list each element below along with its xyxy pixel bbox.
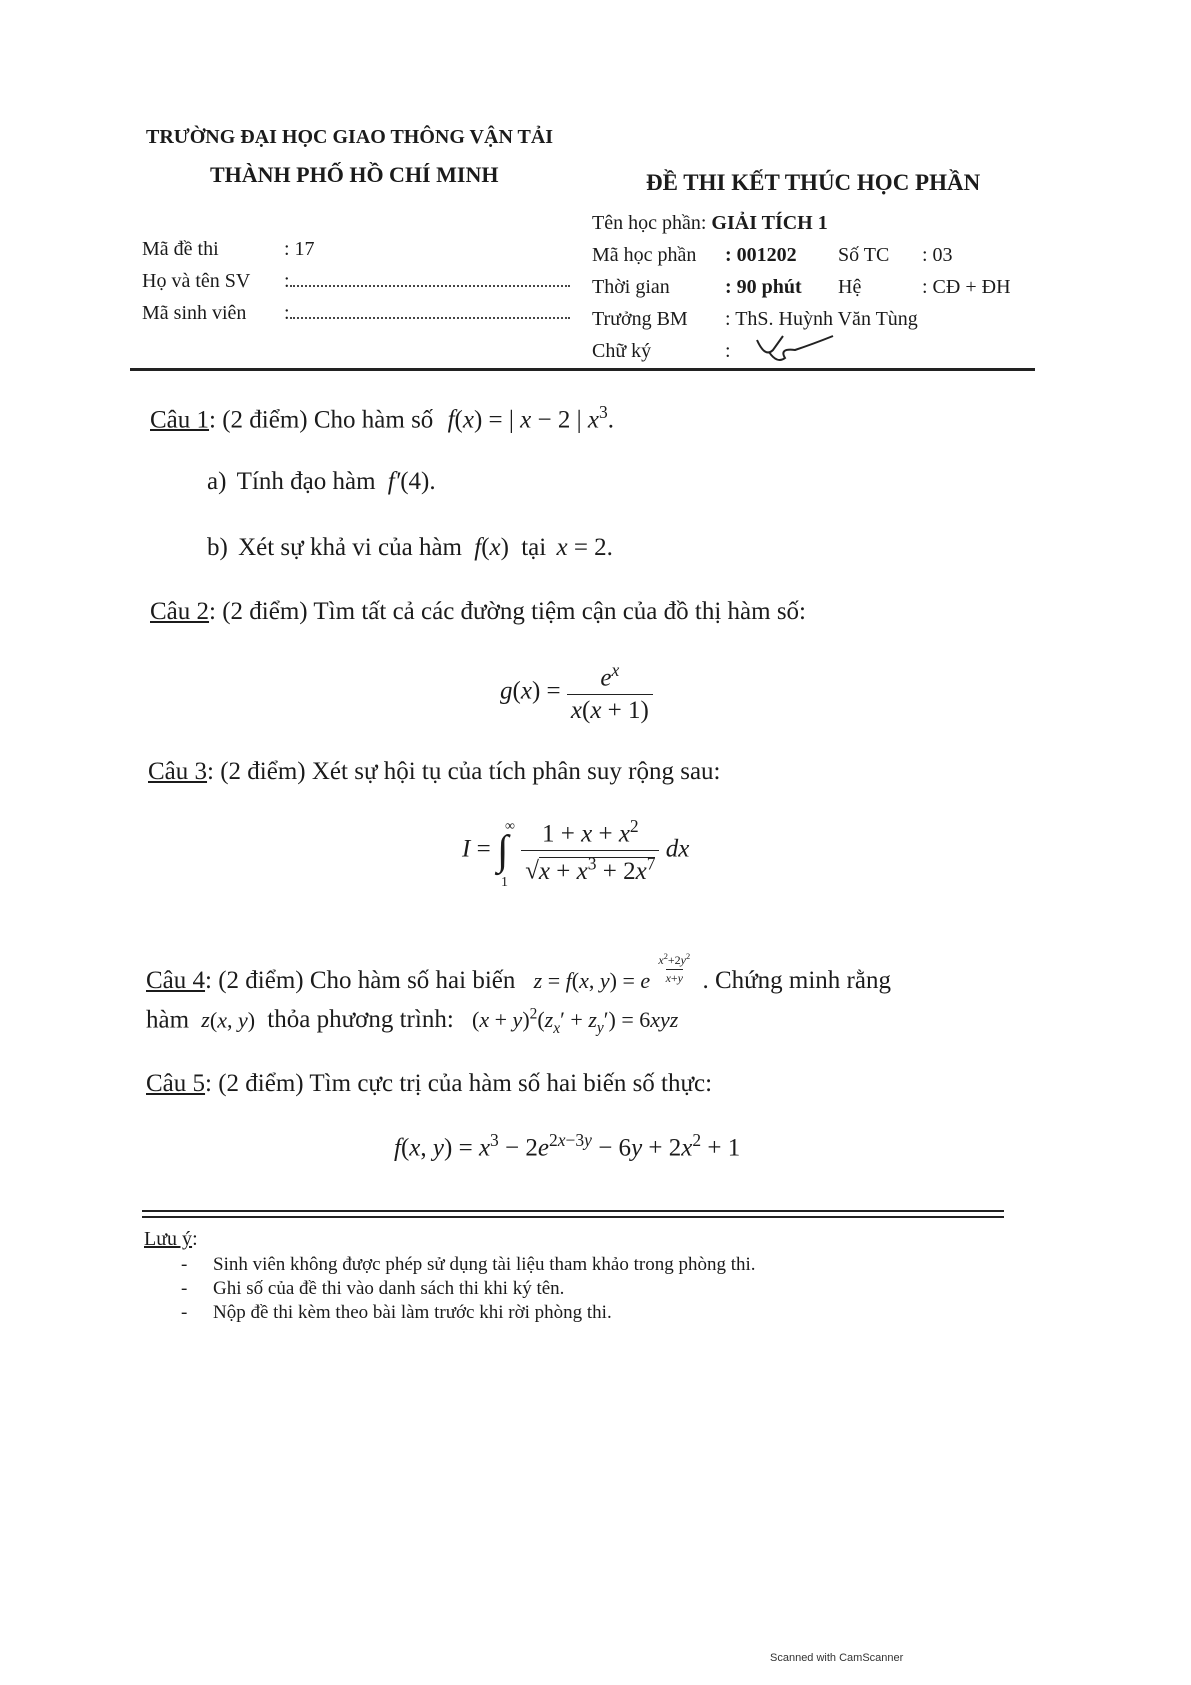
question-1: Câu 1: (2 điểm) Cho hàm số f(x) = | x − 2 | $x^3$. xyxy=(150,402,614,434)
question-2-formula: g(x) = $\frac{e^x}{x(x + 1)}$ xyxy=(500,660,653,725)
note-item: - Nộp đề thi kèm theo bài làm trước khi rời phòng thi. xyxy=(181,1302,612,1323)
system-label: Hệ xyxy=(838,276,862,298)
signature-colon: : xyxy=(725,340,731,362)
question-1b: b) Xét sự khả vi của hàm f(x) tại x = 2. xyxy=(207,534,613,561)
question-5: Câu 5: (2 điểm) Tìm cực trị của hàm số hai biến số thực: xyxy=(146,1070,713,1097)
notes-divider-bottom xyxy=(142,1216,1004,1218)
header-divider xyxy=(130,368,1035,371)
department-head-value: : ThS. Huỳnh Văn Tùng xyxy=(725,308,918,330)
school-name-line1: TRƯỜNG ĐẠI HỌC GIAO THÔNG VẬN TẢI xyxy=(146,126,554,148)
exam-title: ĐỀ THI KẾT THÚC HỌC PHẦN xyxy=(646,170,981,195)
system-value: : CĐ + ĐH xyxy=(922,276,1011,298)
question-4-line2: hàm z(x, y) thỏa phương trình: $(x + y)^2(z_x' + z_y') = 6xyz$ xyxy=(146,1006,679,1037)
credits-label: Số TC xyxy=(838,244,890,266)
course-code-value: : 001202 xyxy=(725,244,797,266)
notes-title: Lưu ý: xyxy=(144,1228,198,1250)
credits-value: : 03 xyxy=(922,244,953,266)
question-5-label: Câu 5 xyxy=(146,1070,206,1097)
question-4-label: Câu 4 xyxy=(146,967,206,994)
note-item: - Sinh viên không được phép sử dụng tài liệu tham khảo trong phòng thi. xyxy=(181,1254,756,1275)
notes-divider-top xyxy=(142,1210,1004,1212)
question-5-formula: f(x, $y) = x^3 - 2e^{2x-3y} - 6y + 2x^2 + 1$ xyxy=(394,1130,741,1162)
student-id-field: : xyxy=(284,302,570,325)
exam-code-value: : 17 xyxy=(284,238,315,260)
question-1-label: Câu 1 xyxy=(150,406,210,434)
signature-label: Chữ ký xyxy=(592,340,652,362)
question-3: Câu 3: (2 điểm) Xét sự hội tụ của tích phân suy rộng sau: xyxy=(148,758,721,785)
duration-value: : 90 phút xyxy=(725,276,802,298)
course-name: Tên học phần: GIẢI TÍCH 1 xyxy=(592,212,828,234)
duration-label: Thời gian xyxy=(592,276,670,298)
question-2-label: Câu 2 xyxy=(150,598,210,625)
student-id-label: Mã sinh viên xyxy=(142,302,247,324)
question-3-formula: I = ∫ ∞ 1 $\frac{1 + x + x^2}{√x + x^3 + 2x^7}$ dx xyxy=(462,816,690,890)
exam-code-label: Mã đề thi xyxy=(142,238,219,260)
question-2: Câu 2: (2 điểm) Tìm tất cả các đường tiệm cận của đồ thị hàm số: xyxy=(150,598,806,625)
school-name-line2: THÀNH PHỐ HỒ CHÍ MINH xyxy=(210,162,499,187)
question-4: Câu 4: (2 điểm) Cho hàm số hai biến z = f(x, y) = e $\frac{x^2+2y^2}{x+y}$ . Chứng minh rằng xyxy=(146,952,891,994)
signature-scribble xyxy=(755,328,835,368)
question-3-label: Câu 3 xyxy=(148,758,208,785)
question-1a: a) Tính đạo hàm f′(4). xyxy=(207,468,436,495)
department-head-label: Trưởng BM xyxy=(592,308,688,330)
course-code-label: Mã học phần xyxy=(592,244,697,266)
note-item: - Ghi số của đề thi vào danh sách thi khi ký tên. xyxy=(181,1278,565,1299)
scanner-watermark: Scanned with CamScanner xyxy=(770,1652,904,1664)
student-name-field: : xyxy=(284,270,570,293)
student-name-label: Họ và tên SV xyxy=(142,270,251,292)
